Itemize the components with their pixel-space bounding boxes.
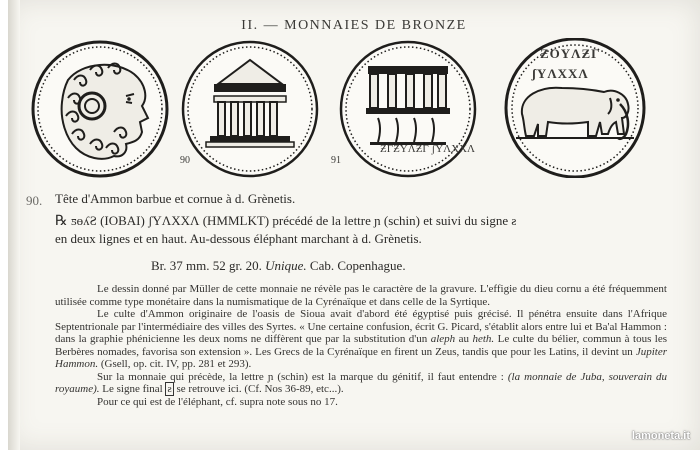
commentary-paragraph-1: Le dessin donné par Müller de cette monnaie ne révèle pas le caractère de la gravure. L'effigie du dieu cornu a été fréquemment utilisée comme type monétaire dans la numismatique de la Cyrénaïque et dans celle de la Syrtique.	[55, 283, 667, 308]
coin-inscription-top: ƵOYɅƵΓ	[540, 46, 601, 61]
p2-heth: heth.	[472, 333, 495, 345]
reverse-description	[55, 212, 645, 247]
reverse-text-a: précédé de la lettre	[272, 213, 371, 228]
p2-text-a: Le culte d'Ammon originaire de l'oasis de Sioua avait d'abord été égyptisé puis grécisé. Il pénétra ensuite dans l'Afrique Septentrionale par l'intermédiaire des villes des Syrtes. « Une certaine confusion, écrit G. Picard, s'établit alors entre lui et Ba'al Hammon : dans la graphie phénicienne les deux noms ne diffèrent que par la substitution d'un	[55, 308, 667, 345]
letter-schin: ɲ	[374, 213, 381, 228]
book-page	[8, 0, 700, 450]
p2-text-b: au	[458, 333, 469, 345]
transliteration-1: (IOBAI)	[100, 213, 145, 228]
entry-number: 90.	[26, 193, 43, 208]
commentary-paragraph-3	[55, 371, 667, 396]
sign-final: ƨ	[511, 213, 517, 228]
coin-inscription-middle: ʃYɅXXɅ	[532, 66, 589, 81]
spec-unique: Unique.	[265, 258, 307, 273]
p3-boxed-sign: ƨ	[167, 383, 172, 395]
reverse-text-line2: en deux lignes et en haut. Au-dessous éléphant marchant à d. Grènetis.	[55, 231, 422, 246]
p3-text-a: Sur la monnaie qui précède, la lettre	[97, 370, 264, 383]
p2-jupiter: Jupiter Hammon.	[55, 345, 667, 370]
spec-measures: Br. 37 mm. 52 gr. 20.	[151, 258, 262, 273]
punic-legend-2: ʃYɅXXɅ	[148, 213, 200, 228]
commentary-paragraph-2	[55, 308, 667, 371]
obverse-description: Tête d'Ammon barbue et cornue à d. Grènetis.	[55, 191, 296, 206]
p3-quote: (la monnaie de Juba, souverain du royaume).	[55, 370, 668, 395]
figure-number-90: 90	[180, 155, 190, 166]
figure-number-91: 91	[331, 155, 341, 166]
p3-text-b: (schin) est la marque du génitif, il faut entendre :	[277, 370, 504, 383]
coin-reverse-temple-icon	[180, 40, 320, 178]
specification-line	[151, 258, 406, 274]
coin-temple-legend: ƵΓƵYɅƵΓ ʃYɅXXɅ	[380, 143, 475, 155]
transliteration-2: (HMMLKT)	[202, 213, 270, 228]
punic-legend-1: ƽɵʎƧ	[70, 213, 97, 228]
coin-obverse-temple-icon	[338, 40, 478, 178]
p2-text-c: Le culte du bélier, commun à tous les Berbères nomades, favorisa son extension ». Les Grecs de la Cyrénaïque en firent un Zeus, tandis que pour les Latins, il devint un	[55, 333, 668, 358]
running-head: II. — MONNAIES DE BRONZE	[241, 18, 467, 33]
spec-collection: Cab. Copenhague.	[309, 258, 406, 273]
binding-shadow	[8, 0, 20, 450]
p3-text-c: Le signe final	[102, 383, 163, 395]
coin-obverse-ammon-head-icon	[30, 40, 170, 178]
p3-text-d: se retrouve ici. (Cf. Nos 36-89, etc...).	[176, 383, 344, 395]
commentary	[55, 283, 667, 408]
watermark: lamoneta.it	[631, 430, 690, 442]
p2-aleph: aleph	[430, 333, 456, 345]
commentary-paragraph-4: Pour ce qui est de l'éléphant, cf. supra note sous no 17.	[97, 395, 338, 408]
reverse-symbol: ℞	[55, 214, 68, 229]
reverse-text-b: (schin) et suivi du signe	[383, 213, 509, 228]
p3-letter-schin: ɲ	[267, 370, 274, 383]
p2-text-d: (Gsell, op. cit. IV, pp. 281 et 293).	[100, 358, 252, 370]
